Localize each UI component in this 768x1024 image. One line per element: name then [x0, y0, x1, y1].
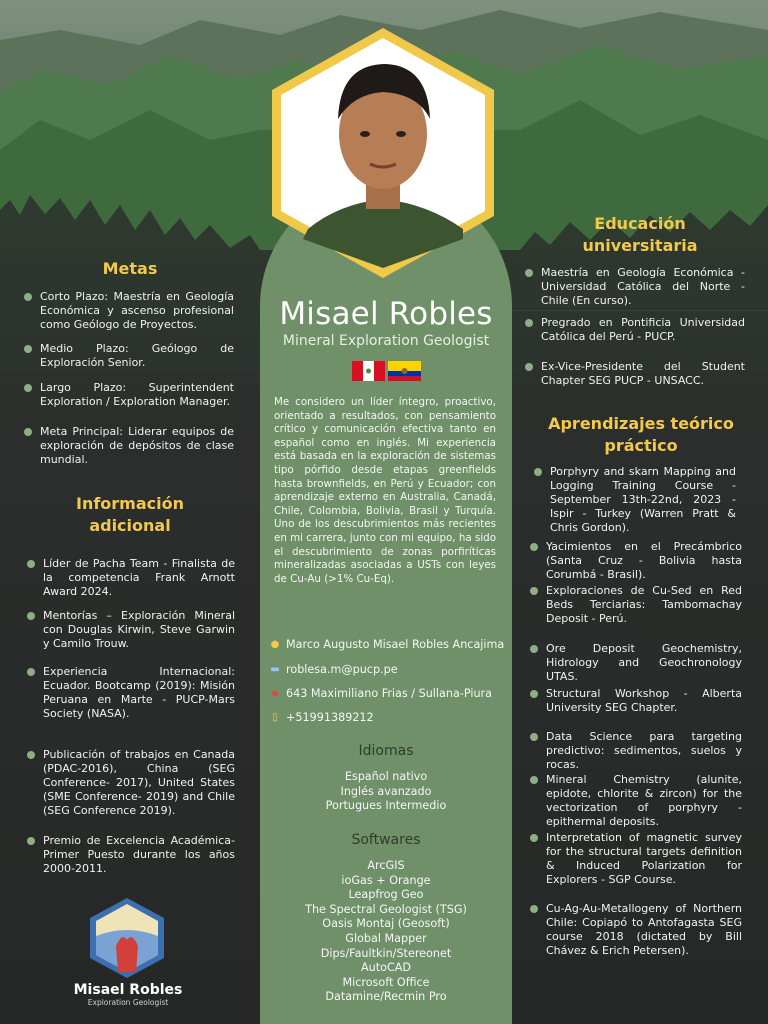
contact-name-text: Marco Augusto Misael Robles Ancajima: [286, 638, 505, 651]
bullet-icon: [27, 837, 35, 845]
aprendizaje-item: [546, 730, 742, 772]
logo-subtitle: Exploration Geologist: [87, 998, 169, 1007]
info-text: Líder de Pacha Team - Finalista de la competencia Frank Arnott Award 2024.: [43, 557, 235, 598]
info-item: [43, 834, 235, 876]
idiomas-title: Idiomas: [358, 743, 414, 759]
aprendizaje-item: [546, 773, 742, 829]
logo-mark: [88, 896, 166, 980]
idioma-item: Inglés avanzado: [340, 784, 432, 798]
aprendizaje-text: Cu-Ag-Au-Metallogeny of Northern Chile: Copiapó to Antofagasta SEG course 2018 (dictated by Bill Chávez & Erich Petersen).: [546, 902, 742, 957]
meta-item: [40, 342, 234, 370]
info-item: [43, 748, 235, 818]
bullet-icon: [24, 384, 32, 392]
software-item: Microsoft Office: [342, 975, 430, 989]
info-item: [43, 665, 235, 721]
contact-address: [268, 687, 508, 700]
aprendizaje-text: Structural Workshop - Alberta University SEG Chapter.: [546, 687, 742, 714]
contact-name: [268, 638, 508, 651]
info-title-line1: Información: [75, 494, 184, 513]
idioma-item: Español nativo: [344, 770, 428, 783]
email-icon: ▬: [270, 664, 280, 675]
software-item: ArcGIS: [367, 859, 405, 872]
meta-text: Medio Plazo: Geólogo de Exploración Senior.: [40, 342, 234, 369]
meta-item: [40, 290, 234, 332]
person-icon: ●: [270, 639, 280, 650]
aprendizaje-item: [546, 540, 742, 582]
info-title: [40, 493, 220, 537]
aprendizaje-item: [546, 902, 742, 958]
bullet-icon: [525, 363, 533, 371]
bullet-icon: [530, 543, 538, 551]
softwares-title: Softwares: [351, 832, 421, 848]
aprendizaje-item: [546, 584, 742, 626]
meta-item: [40, 425, 234, 467]
educacion-item: [541, 316, 745, 344]
aprendizajes-title-line1: Aprendizajes teórico: [548, 414, 734, 433]
educacion-title-line1: Educación: [594, 214, 686, 233]
aprendizajes-title-line2: práctico: [604, 436, 678, 455]
meta-text: Meta Principal: Liderar equipos de exploración de depósitos de clase mundial.: [40, 425, 234, 466]
bullet-icon: [530, 733, 538, 741]
bullet-icon: [24, 428, 32, 436]
aprendizaje-text: Data Science para targeting predictivo: sedimentos, suelos y rocas.: [546, 730, 742, 771]
educacion-text: Maestría en Geología Económica - Universidad Católica del Norte - Chile (En curso).: [541, 266, 745, 307]
contact-phone[interactable]: [268, 711, 508, 724]
peru-flag-icon: [352, 361, 385, 381]
idiomas-list: [260, 770, 512, 814]
contact-email-text[interactable]: roblesa.m@pucp.pe: [286, 663, 398, 676]
bullet-icon: [530, 690, 538, 698]
contact-phone-text[interactable]: +51991389212: [286, 711, 374, 724]
bullet-icon: [530, 776, 538, 784]
bullet-icon: [530, 587, 538, 595]
bullet-icon: [27, 560, 35, 568]
bullet-icon: [27, 668, 35, 676]
aprendizaje-text: Mineral Chemistry (alunite, epidote, chlorite & zircon) for the vectorization of porphyry - epithermal deposits.: [546, 773, 742, 828]
educacion-title-line2: universitaria: [582, 236, 698, 255]
bullet-icon: [530, 645, 538, 653]
info-text: Premio de Excelencia Académica-Primer Puesto durante los años 2000-2011.: [43, 834, 235, 875]
logo-title: Misael Robles: [73, 982, 183, 998]
bullet-icon: [525, 319, 533, 327]
aprendizaje-text: Ore Deposit Geochemistry, Hidrology and Geochronology UTAS.: [546, 642, 742, 683]
aprendizaje-text: Porphyry and skarn Mapping and Logging Training Course - September 13th-22nd, 2023 - Ispir - Turkey (Warren Pratt & Chris Gordon).: [550, 465, 736, 534]
profile-name: Misael Robles: [279, 296, 493, 332]
info-text: Mentorías – Exploración Mineral con Douglas Kirwin, Steve Garwin y Camilo Trouw.: [43, 609, 235, 650]
bullet-icon: [24, 345, 32, 353]
software-item: Oasis Montaj (Geosoft): [322, 917, 450, 931]
software-item: ioGas + Orange: [341, 873, 431, 887]
location-pin-icon: ◆: [271, 688, 279, 699]
softwares-list: [260, 859, 512, 1005]
meta-text: Corto Plazo: Maestría en Geología Económica y ascenso profesional como Geólogo de Proyectos.: [40, 290, 234, 331]
idioma-item: Portugues Intermedio: [325, 799, 447, 813]
educacion-title: [540, 213, 740, 257]
bullet-icon: [530, 834, 538, 842]
aprendizaje-text: Exploraciones de Cu-Sed en Red Beds Terciarias: Tambomachay Deposit - Perú.: [546, 584, 742, 625]
educacion-text: Pregrado en Pontificia Universidad Católica del Perú - PUCP.: [541, 316, 745, 343]
ecuador-flag-icon: [388, 361, 421, 381]
aprendizajes-title: [536, 413, 746, 457]
meta-text: Largo Plazo: Superintendent Exploration / Exploration Manager.: [40, 381, 234, 408]
profile-summary: Me considero un líder íntegro, proactivo, orientado a resultados, con pensamiento crítico y comunicación efectiva tanto en español como en inglés. Mi experiencia está basada en la exploración de sistemas tipo pórfido desde etapas greenfields hasta brownfields, en Perú y Ecuador; con aprendizaje externo en Australia, Canadá, Chile, Colombia, Bolivia, Brasil y Turquía. Uno de los descubrimientos más recientes en mi carrera, junto con mi equipo, ha sido el descubrimiento de zonas porfiríticas mineralizadas asociadas a USTs con leyes de Cu-Au (>1% Cu-Eq).: [274, 396, 497, 585]
info-item: [43, 609, 235, 651]
aprendizaje-text: Interpretation of magnetic survey for the structural targets definition & Induced Polarization for Explorers - SGP Course.: [546, 831, 742, 886]
software-item: The Spectral Geologist (TSG): [305, 902, 467, 916]
software-item: Dips/Faultkin/Stereonet: [320, 946, 452, 960]
phone-icon: ▯: [272, 712, 278, 723]
software-item: AutoCAD: [360, 961, 412, 975]
software-item: Datamine/Recmin Pro: [325, 990, 447, 1004]
software-item: Global Mapper: [345, 931, 427, 945]
country-flags: [352, 361, 422, 381]
educacion-item: [541, 360, 745, 388]
aprendizaje-item: [546, 642, 742, 684]
aprendizaje-item: [546, 831, 742, 887]
software-item: Leapfrog Geo: [348, 888, 424, 902]
meta-item: [40, 381, 234, 409]
contact-email[interactable]: [268, 663, 508, 676]
info-item: [43, 557, 235, 599]
educacion-item: [541, 266, 745, 308]
bullet-icon: [525, 269, 533, 277]
bullet-icon: [24, 293, 32, 301]
profile-photo: [268, 24, 498, 282]
metas-title: Metas: [102, 259, 158, 278]
contact-address-text: 643 Maximiliano Frias / Sullana-Piura: [286, 687, 493, 700]
profile-role: Mineral Exploration Geologist: [282, 333, 490, 349]
info-title-line2: adicional: [89, 516, 171, 535]
bullet-icon: [27, 751, 35, 759]
info-text: Experiencia Internacional: Ecuador. Bootcamp (2019): Misión Peruana en Marte - PUCP-Mars Society (NASA).: [43, 665, 235, 720]
educacion-text: Ex-Vice-Presidente del Student Chapter SEG PUCP - UNSACC.: [541, 360, 745, 387]
bullet-icon: [27, 612, 35, 620]
aprendizaje-item: [546, 687, 742, 715]
aprendizaje-item: [550, 465, 736, 535]
info-text: Publicación of trabajos en Canada (PDAC-2016), China (SEG Conference- 2017), United States (SME Conference- 2019) and Chile (SEG Conference 2019).: [43, 748, 235, 817]
bullet-icon: [534, 468, 542, 476]
divider: [512, 310, 768, 311]
aprendizaje-text: Yacimientos en el Precámbrico (Santa Cruz - Bolivia hasta Corumbá - Brasil).: [546, 540, 742, 581]
bullet-icon: [530, 905, 538, 913]
